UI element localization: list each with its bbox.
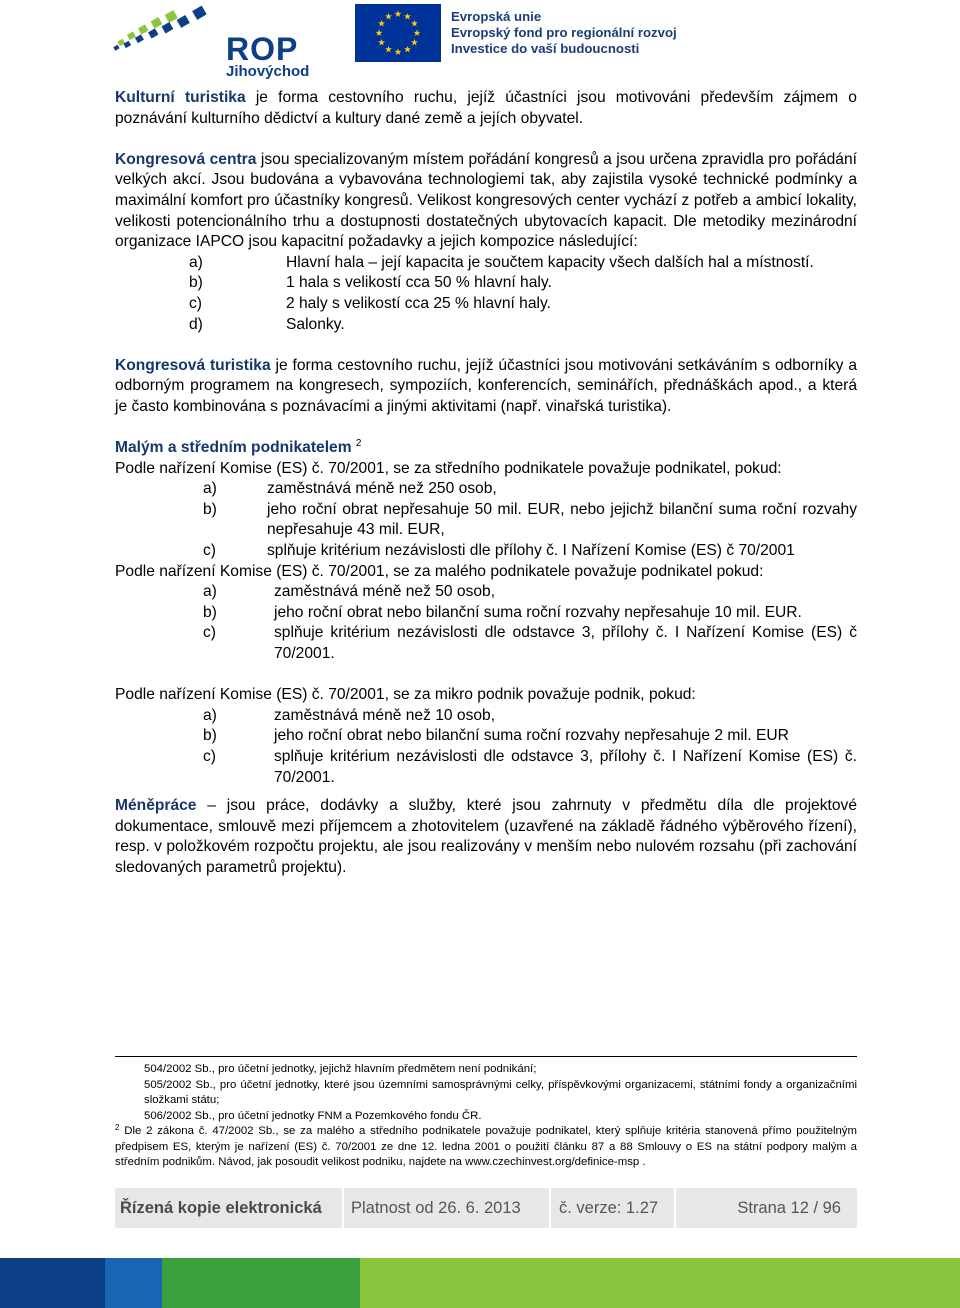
list-medium-enterprise: [115, 479, 857, 561]
eu-line-2: Evropský fond pro regionální rozvoj: [451, 24, 677, 40]
footnote-line: 504/2002 Sb., pro účetní jednotky, jejichž hlavním předmětem není podnikání;: [144, 1063, 537, 1075]
footer-validity: Platnost od 26. 6. 2013: [344, 1188, 551, 1228]
list-item: c) 2 haly s velikostí cca 25 % hlavní haly.: [189, 294, 551, 312]
eu-line-3: Investice do vaší budoucnosti: [451, 40, 640, 56]
footnote-line: 506/2002 Sb., pro účetní jednotky FNM a Pozemkového fondu ČR.: [144, 1109, 482, 1122]
list-small-enterprise: [115, 582, 857, 664]
stripe-segment-green: [162, 1258, 360, 1308]
eu-funding-text: [451, 9, 677, 56]
list-item: b) jeho roční obrat nebo bilanční suma roční rozvahy nepřesahuje 10 mil. EUR.: [203, 603, 802, 621]
footnotes: [115, 1062, 857, 1171]
list-item: a) Hlavní hala – její kapacita je součtem kapacity všech dalších hal a místností.: [189, 253, 814, 271]
footnote-2: $^2$ Dle 2 zákona č. 47/2002 Sb., se za malého a středního podnikatele považuje podnikatel, který splňuje kritéria stanovená přímo použitelným předpisem ES, kterým je nařízení (ES) č. 70/2001 ze dne 12. ledna 2001 o použití článku 87 a 88 Smlouvy o ES na státní podpory malým a středním podnikům. Návod, jak posoudit velikost podniku, najdete na www.czechinvest.org/definice-msp .: [115, 1123, 857, 1168]
document-body: [115, 88, 857, 879]
eu-flag-icon: [355, 4, 441, 62]
paragraph-small-enterprise: Podle nařízení Komise (ES) č. 70/2001, se za malého podnikatele považuje podnikatel pokud:: [115, 562, 764, 580]
list-item: d) Salonky.: [189, 315, 345, 333]
text-less-work: – jsou práce, dodávky a služby, které jsou zahrnuty v předmětu díla dle projektové dokumentace, smlouvě mezi příjemcem a zhotovitelem (uzavřené na základě řádného výběrového řízení), resp. v položkovém rozpočtu projektu, ale jsou realizovány v menším nebo nulovém rozsahu (při zachování sledovaných parametrů projektu).: [115, 797, 857, 876]
document-footer: [115, 1188, 857, 1228]
bottom-color-stripe: [0, 1258, 960, 1308]
footer-version: č. verze: 1.27: [551, 1188, 676, 1228]
list-item: c) splňuje kritérium nezávislosti dle přílohy č. I Nařízení Komise (ES) č 70/2001: [203, 542, 795, 560]
text-congress-centers: jsou specializovaným místem pořádání kongresů a jsou určena zpravidla pro pořádání velkých akcí. Jsou budována a vybavována technologiemi tak, aby zajistila vysoké technické podmínky a maximální komfort pro účastníky kongresů. Velikost kongresových center vychází z potřeb a ambicí lokality, velikosti potencionálního trhu a dostupnosti dostatečných ubytovacích kapacit. Dle metodiky mezinárodní organizace IAPCO jsou kapacitní požadavky a jejich kompozice následující:: [115, 150, 857, 251]
text-congress-tourism: je forma cestovního ruchu, jejíž účastníci jsou motivováni setkáváním s odborníky a odborným programem na kongresech, sympoziích, konferencích, seminářích, přednáškách apod., a která je často kombinována s poznávacími a jinými aktivitami (např. vinařská turistika).: [115, 356, 857, 415]
list-item: a) zaměstnává méně než 50 osob,: [203, 583, 496, 601]
stripe-segment-light-green: [360, 1258, 960, 1308]
paragraph-micro-enterprise: Podle nařízení Komise (ES) č. 70/2001, se za mikro podnik považuje podnik, pokud:: [115, 686, 696, 704]
rop-logo-swoosh-icon: [108, 2, 228, 52]
footer-copy-label: Řízená kopie elektronická: [115, 1188, 344, 1228]
footer-page-number: Strana 12 / 96: [676, 1188, 857, 1228]
list-item: c) splňuje kritérium nezávislosti dle odstavce 3, přílohy č. I Nařízení Komise (ES) č. 70/2001.: [203, 748, 857, 786]
term-congress-centers: Kongresová centra: [115, 150, 257, 168]
list-item: a) zaměstnává méně než 250 osob,: [203, 480, 497, 498]
footnote-2-marker: 2: [115, 1123, 120, 1132]
page-header: [0, 0, 960, 90]
list-item: b) 1 hala s velikostí cca 50 % hlavní haly.: [189, 274, 552, 292]
list-item: b) jeho roční obrat nepřesahuje 50 mil. EUR, nebo jejichž bilanční suma roční rozvahy nepřesahuje 43 mil. EUR,: [203, 500, 857, 539]
term-congress-tourism: Kongresová turistika: [115, 356, 271, 374]
footnote-separator: [115, 1056, 857, 1057]
term-less-work: Méněpráce: [115, 797, 197, 815]
paragraph-less-work: [115, 796, 857, 878]
stripe-segment-blue: [105, 1258, 162, 1308]
list-congress-capacity: [115, 253, 857, 335]
eu-line-1: Evropská unie: [451, 9, 542, 24]
paragraph-congress-tourism: [115, 356, 857, 418]
paragraph-cultural-tourism: [115, 88, 857, 129]
list-micro-enterprise: [115, 706, 857, 788]
list-item: b) jeho roční obrat nebo bilanční suma roční rozvahy nepřesahuje 2 mil. EUR: [203, 727, 789, 745]
rop-logo-subtitle: Jihovýchod: [226, 63, 310, 80]
rop-jihovychod-logo: [108, 2, 318, 84]
footnote-ref-2[interactable]: 2: [355, 438, 362, 450]
paragraph-medium-enterprise: Podle nařízení Komise (ES) č. 70/2001, se za středního podnikatele považuje podnikatel, pokud:: [115, 459, 782, 477]
heading-sme: Malým a středním podnikatelem $^2$: [115, 438, 362, 457]
list-item: c) splňuje kritérium nezávislosti dle odstavce 3, přílohy č. I Nařízení Komise (ES) č 70/2001.: [203, 624, 857, 663]
footnote-line: 505/2002 Sb., pro účetní jednotky, které jsou územními samosprávnými celky, příspěvkovými organizacemi, státními fondy a organizačními složkami státu;: [144, 1078, 857, 1106]
text-cultural-tourism: je forma cestovního ruchu, jejíž účastníci jsou motivováni především zájmem o poznávání kulturního dědictví a kultury dané země a jejích obyvatel.: [115, 89, 857, 127]
rop-logo-title: ROP: [226, 31, 299, 67]
stripe-segment-dark-blue: [0, 1258, 105, 1308]
list-item: a) zaměstnává méně než 10 osob,: [203, 706, 496, 724]
paragraph-congress-centers: [115, 150, 857, 253]
term-cultural-tourism: Kulturní turistika: [115, 89, 246, 106]
